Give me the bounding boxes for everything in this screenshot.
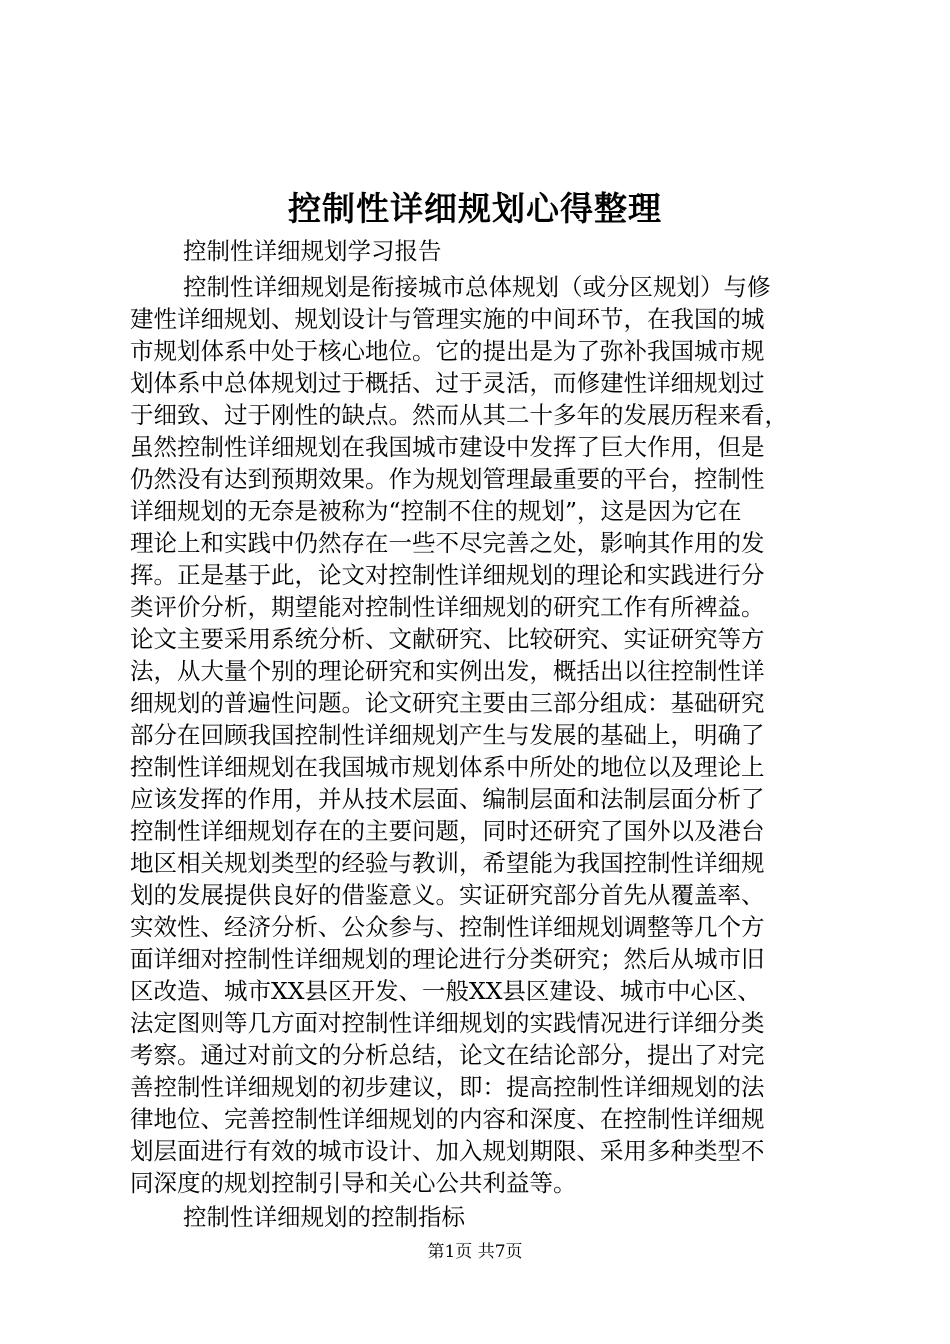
body-line: 市规划体系中处于核心地位。它的提出是为了弥补我国城市规 xyxy=(130,337,765,365)
body-line: 实效性、经济分析、公众参与、控制性详细规划调整等几个方 xyxy=(130,913,765,941)
page-number: 第1页 共7页 xyxy=(427,1242,523,1262)
section-heading: 控制性详细规划的控制指标 xyxy=(183,1203,465,1231)
body-line: 论文主要采用系统分析、文献研究、比较研究、实证研究等方 xyxy=(130,625,765,653)
body-line: 控制性详细规划在我国城市规划体系中所处的地位以及理论上 xyxy=(130,753,765,781)
body-line: 细规划的普遍性问题。论文研究主要由三部分组成：基础研究 xyxy=(130,689,765,717)
body-line: 理论上和实践中仍然存在一些不尽完善之处，影响其作用的发 xyxy=(130,529,765,557)
body-line: 法，从大量个别的理论研究和实例出发，概括出以往控制性详 xyxy=(130,657,765,685)
body-line: 控制性详细规划存在的主要问题，同时还研究了国外以及港台 xyxy=(130,817,765,845)
body-line: 划体系中总体规划过于概括、过于灵活，而修建性详细规划过 xyxy=(130,369,765,397)
body-line: 律地位、完善控制性详细规划的内容和深度、在控制性详细规 xyxy=(130,1105,765,1133)
body-line: 划层面进行有效的城市设计、加入规划期限、采用多种类型不 xyxy=(130,1137,765,1165)
body-line: 面详细对控制性详细规划的理论进行分类研究；然后从城市旧 xyxy=(130,945,765,973)
body-line: 虽然控制性详细规划在我国城市建设中发挥了巨大作用，但是 xyxy=(130,433,765,461)
body-line: 同深度的规划控制引导和关心公共利益等。 xyxy=(130,1169,577,1197)
body-line: 控制性详细规划是衔接城市总体规划（或分区规划）与修 xyxy=(183,273,771,301)
body-line: 应该发挥的作用，并从技术层面、编制层面和法制层面分析了 xyxy=(130,785,765,813)
body-line: 区改造、城市XX县区开发、一般XX县区建设、城市中心区、 xyxy=(130,977,761,1005)
body-line: 地区相关规划类型的经验与教训，希望能为我国控制性详细规 xyxy=(130,849,765,877)
body-line: 考察。通过对前文的分析总结，论文在结论部分，提出了对完 xyxy=(130,1041,765,1069)
body-line: 善控制性详细规划的初步建议，即：提高控制性详细规划的法 xyxy=(130,1073,765,1101)
document-title: 控制性详细规划心得整理 xyxy=(288,189,662,228)
body-line: 挥。正是基于此，论文对控制性详细规划的理论和实践进行分 xyxy=(130,561,765,589)
subtitle: 控制性详细规划学习报告 xyxy=(183,237,442,265)
body-line: 详细规划的无奈是被称为“控制不住的规划”，这是因为它在 xyxy=(130,497,742,525)
body-line: 法定图则等几方面对控制性详细规划的实践情况进行详细分类 xyxy=(130,1009,765,1037)
body-line: 部分在回顾我国控制性详细规划产生与发展的基础上，明确了 xyxy=(130,721,765,749)
body-line: 建性详细规划、规划设计与管理实施的中间环节，在我国的城 xyxy=(130,305,765,333)
body-line: 划的发展提供良好的借鉴意义。实证研究部分首先从覆盖率、 xyxy=(130,881,765,909)
body-line: 于细致、过于刚性的缺点。然而从其二十多年的发展历程来看， xyxy=(130,401,788,429)
body-line: 仍然没有达到预期效果。作为规划管理最重要的平台，控制性 xyxy=(130,465,765,493)
body-line: 类评价分析，期望能对控制性详细规划的研究工作有所裨益。 xyxy=(130,593,765,621)
